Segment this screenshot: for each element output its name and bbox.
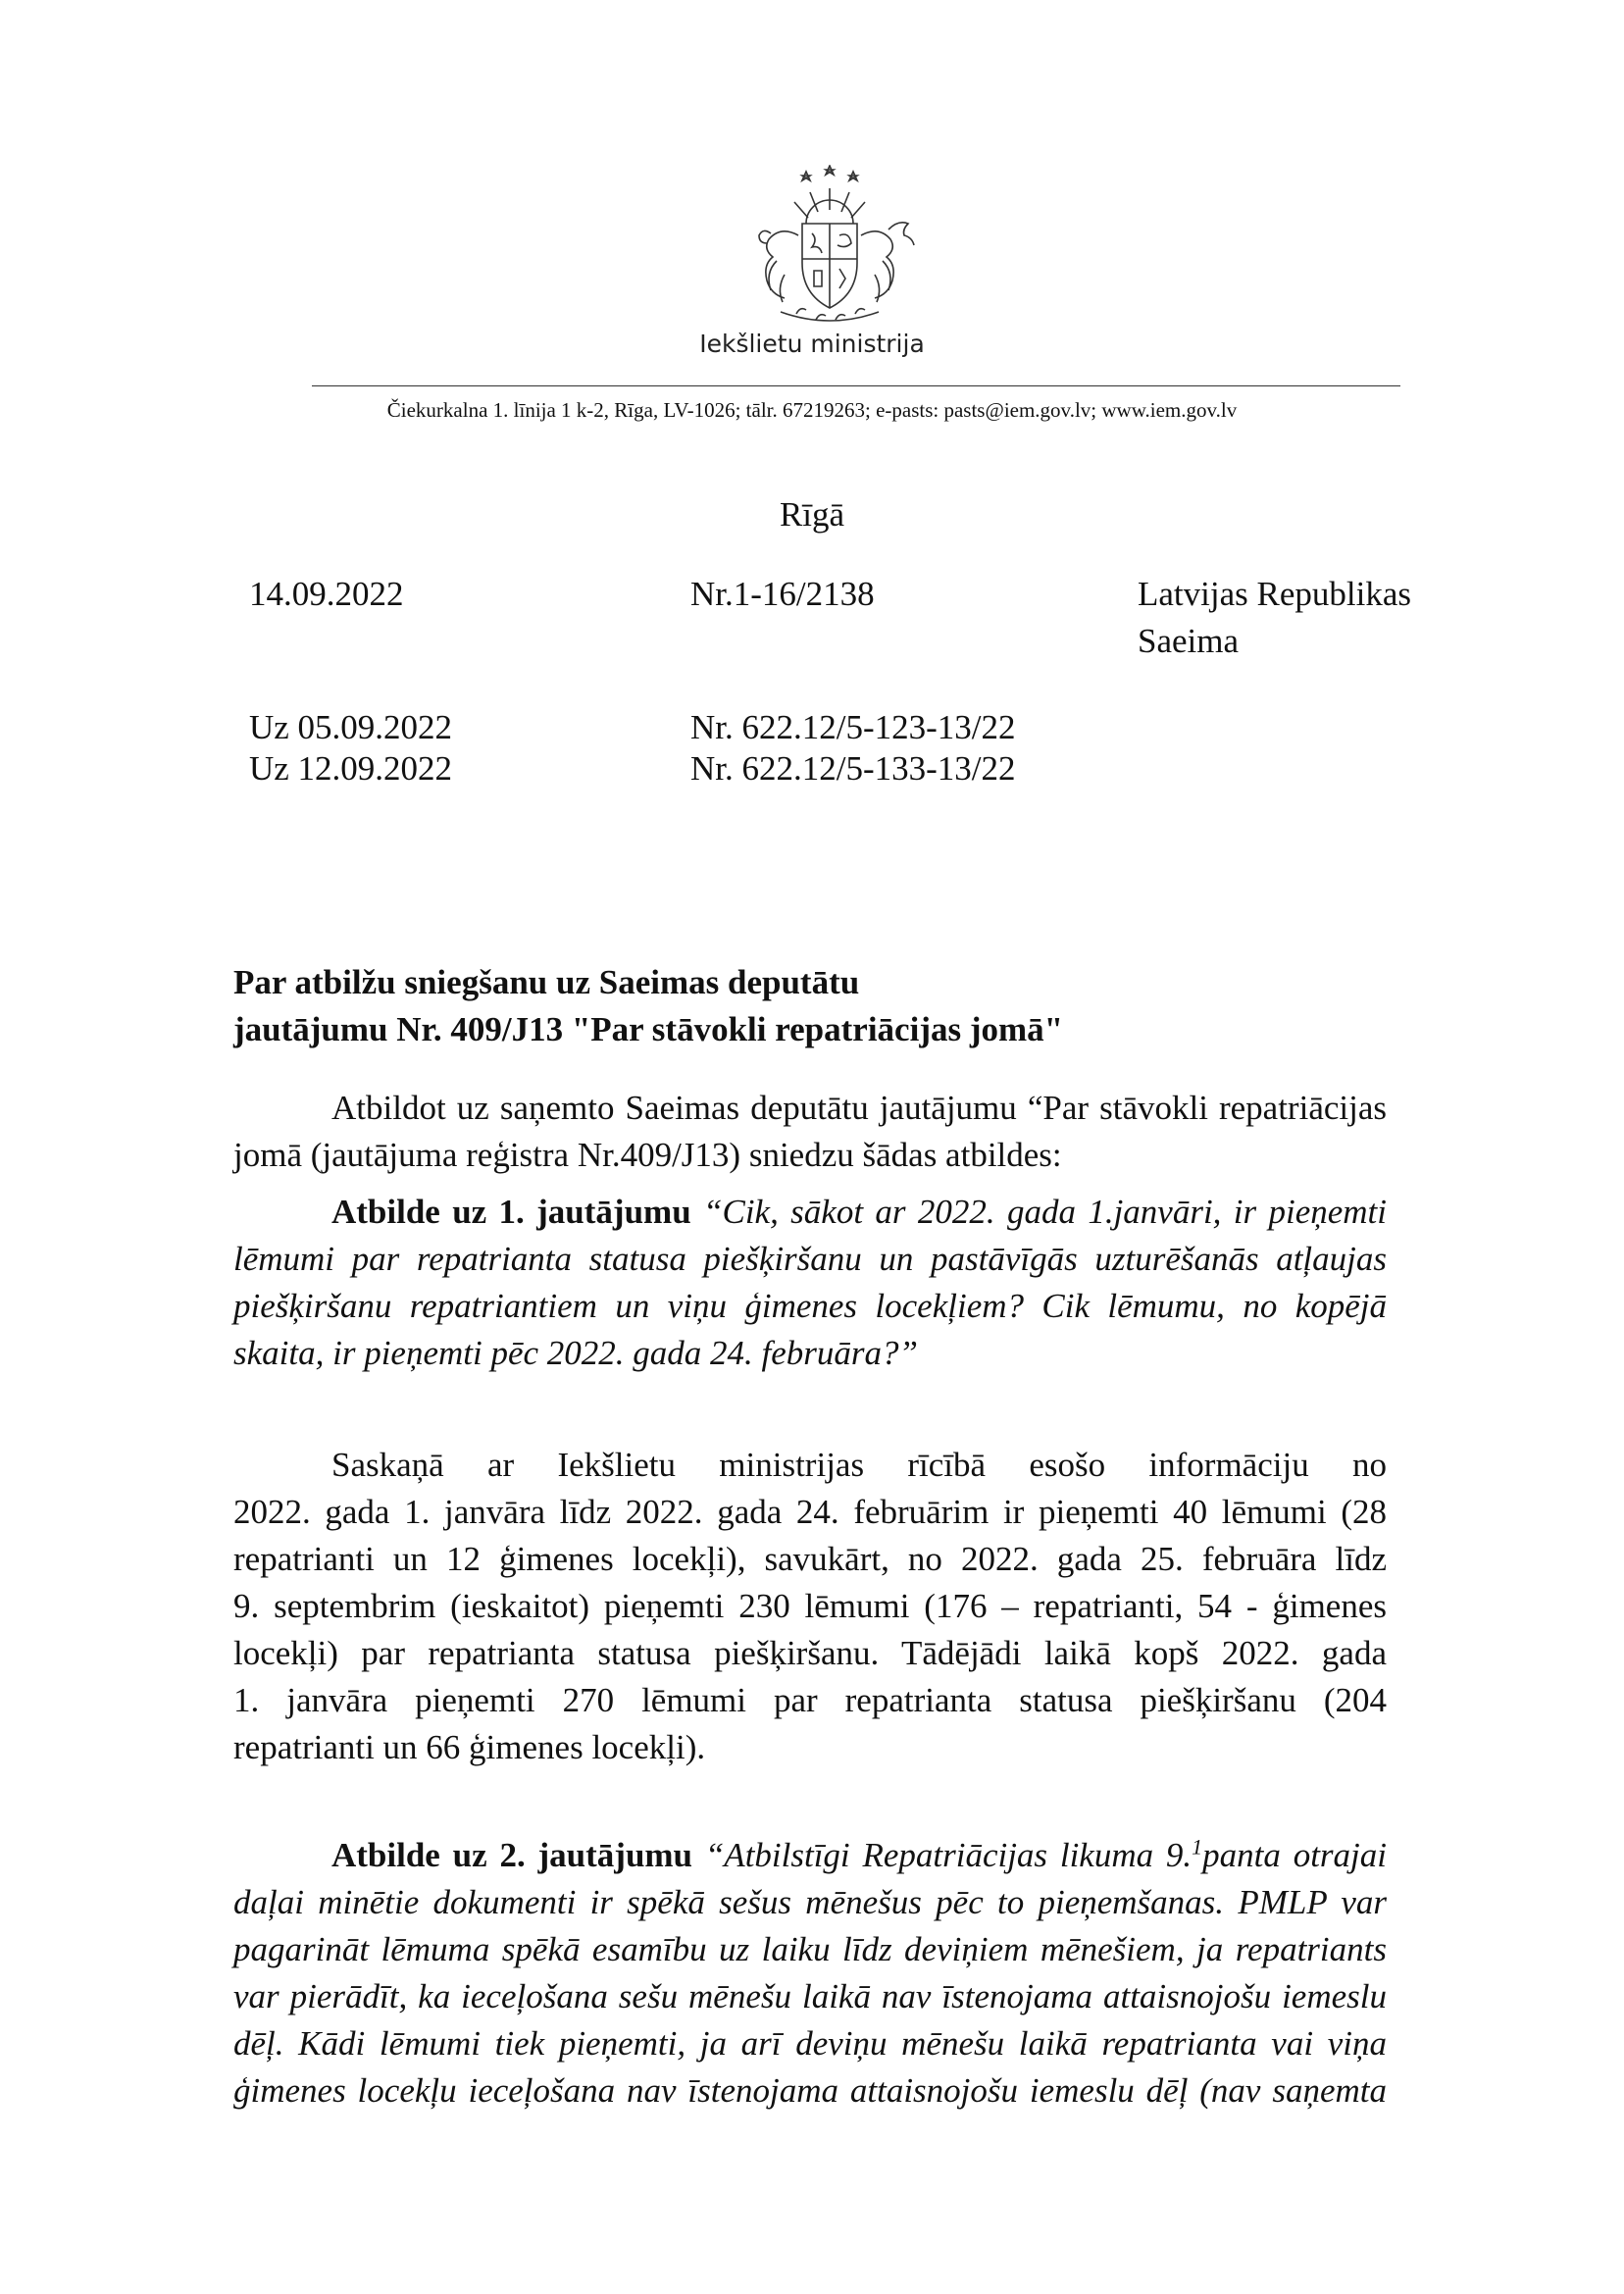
paragraph-line <box>233 2067 1387 2115</box>
paragraph-line <box>233 1189 1387 1236</box>
subject-line: Par atbilžu sniegšanu uz Saeimas deputātu <box>233 963 860 1001</box>
paragraph-line: locekļi) par repatrianta statusa piešķiršanu. Tādējādi laikā kopš 2022. gada <box>233 1634 1387 1672</box>
question-1-text: “Cik, sākot ar 2022. gada 1.janvāri, ir pieņemti <box>703 1193 1387 1231</box>
question-2-text: dēļ. Kādi lēmumi tiek pieņemti, ja arī deviņu mēnešu laikā repatrianta vai viņa <box>233 2024 1387 2063</box>
document-number: Nr.1-16/2138 <box>690 575 875 613</box>
reference-date-1: Uz 05.09.2022 <box>249 708 453 746</box>
document-date: 14.09.2022 <box>249 575 404 613</box>
question-2-text: daļai minētie dokumenti ir spēkā sešus mēnešus pēc to pieņemšanas. PMLP var <box>233 1883 1387 1921</box>
paragraph-line <box>233 1236 1387 1283</box>
paragraph-line: Saskaņā ar Iekšlietu ministrijas rīcībā esošo informāciju no <box>331 1446 1387 1484</box>
recipient-line-2: Saeima <box>1138 622 1240 660</box>
intro-paragraph <box>233 1085 1387 1179</box>
question-2-text: var pierādīt, ka ieceļošana sešu mēnešu laikā nav īstenojama attaisnojošu iemeslu <box>233 1977 1387 2015</box>
paragraph-line: 1. janvāra pieņemti 270 lēmumi par repatrianta statusa piešķiršanu (204 <box>233 1681 1387 1719</box>
paragraph-line: 9. septembrim (ieskaitot) pieņemti 230 lēmumi (176 – repatrianti, 54 - ģimenes <box>233 1587 1387 1625</box>
question-2-text-part: “Atbilstīgi Repatriācijas likuma 9. <box>704 1836 1193 1874</box>
recipient-line-1: Latvijas Republikas <box>1138 575 1411 613</box>
paragraph-line: Atbildot uz saņemto Saeimas deputātu jautājumu “Par stāvokli repatriācijas <box>331 1089 1387 1127</box>
paragraph-line <box>233 1926 1387 1973</box>
paragraph-line <box>233 1330 1387 1377</box>
paragraph-line: jomā (jautājuma reģistra Nr.409/J13) sniedzu šādas atbildes: <box>233 1136 1062 1174</box>
reference-date-2: Uz 12.09.2022 <box>249 749 453 788</box>
paragraph-line <box>233 1832 1387 1879</box>
question-2-text-part: panta otrajai <box>1202 1836 1387 1874</box>
answer-1-paragraph <box>233 1442 1387 1771</box>
header-divider <box>312 385 1400 386</box>
question-2-text <box>705 1836 1387 1874</box>
superscript: 1 <box>1192 1834 1203 1860</box>
question-2-label: Atbilde uz 2. jautājumu <box>331 1836 693 1874</box>
paragraph-line <box>233 1283 1387 1330</box>
paragraph-line: repatrianti un 12 ģimenes locekļi), savukārt, no 2022. gada 25. februāra līdz <box>233 1540 1387 1578</box>
question-2-paragraph <box>233 1832 1387 2115</box>
subject-heading <box>233 959 1063 1053</box>
paragraph-line <box>233 1973 1387 2020</box>
question-1-text: skaita, ir pieņemti pēc 2022. gada 24. februāra?” <box>233 1334 919 1372</box>
paragraph-line <box>233 1879 1387 1926</box>
reference-number-2: Nr. 622.12/5-133-13/22 <box>690 749 1016 788</box>
question-2-text: pagarināt lēmuma spēkā esamību uz laiku līdz deviņiem mēnešiem, ja repatriants <box>233 1930 1387 1968</box>
paragraph-line: 2022. gada 1. janvāra līdz 2022. gada 24. februārim ir pieņemti 40 lēmumi (28 <box>233 1493 1387 1531</box>
ministry-name: Iekšlietu ministrija <box>699 330 925 358</box>
paragraph-line: repatrianti un 66 ģimenes locekļi). <box>233 1728 706 1766</box>
coat-of-arms-logo <box>741 165 918 330</box>
question-1-text: lēmumi par repatrianta statusa piešķiršanu un pastāvīgās uzturēšanās atļaujas <box>233 1240 1387 1278</box>
city-name: Rīgā <box>779 495 845 534</box>
question-1-label: Atbilde uz 1. jautājumu <box>331 1193 691 1231</box>
reference-number-1: Nr. 622.12/5-123-13/22 <box>690 708 1016 746</box>
subject-line: jautājumu Nr. 409/J13 "Par stāvokli repatriācijas jomā" <box>233 1010 1064 1048</box>
contact-info: Čiekurkalna 1. līnija 1 k-2, Rīga, LV-1026; tālr. 67219263; e-pasts: pasts@iem.gov.lv; www.iem.gov.lv <box>386 398 1238 422</box>
question-1-text: piešķiršanu repatriantiem un viņu ģimenes locekļiem? Cik lēmumu, no kopējā <box>233 1287 1387 1325</box>
question-1-paragraph <box>233 1189 1387 1377</box>
question-2-text: ģimenes locekļu ieceļošana nav īstenojama attaisnojošu iemeslu dēļ (nav saņemta <box>233 2071 1387 2110</box>
paragraph-line <box>233 2020 1387 2067</box>
